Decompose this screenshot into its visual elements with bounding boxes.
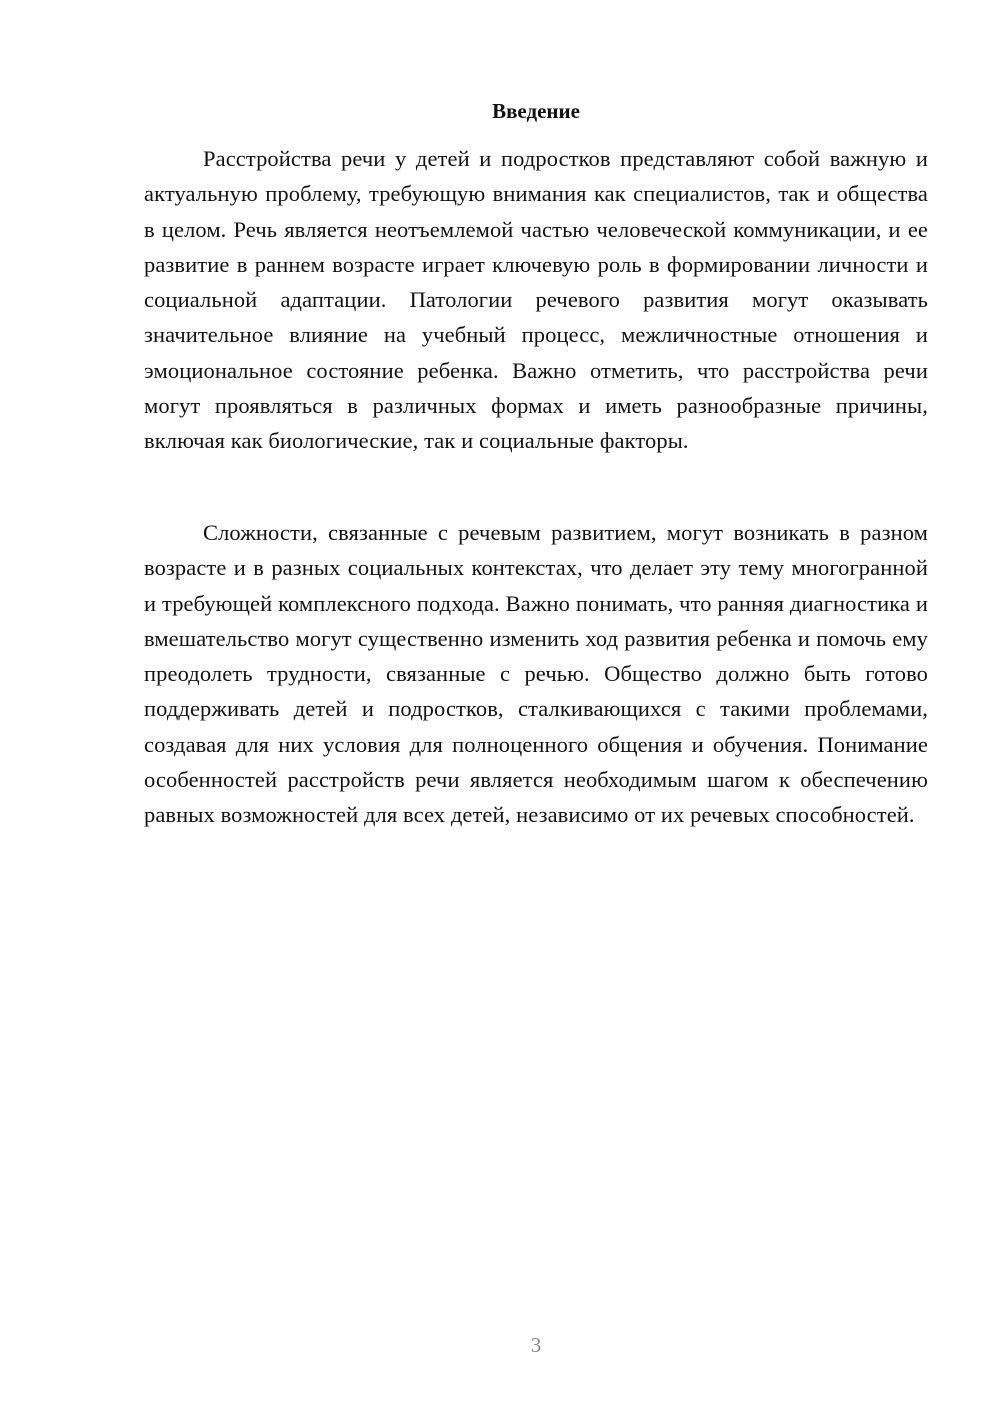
body-paragraph-1: Расстройства речи у детей и подростков представляют собой важную и актуальную проблему, требующую внимания как специалистов, так и общества в целом. Речь является неотъемлемой частью человеческой коммуникации, и ее развитие в раннем возрасте играет ключевую роль в формировании личности и социальной адаптации. Патологии речевого развития могут оказывать значительное влияние на учебный процесс, межличностные отношения и эмоциональное состояние ребенка. Важно отметить, что расстройства речи могут проявляться в различных формах и иметь разнообразные причины, включая как биологические, так и социальные факторы. [144,146,928,454]
body-paragraph-2: Сложности, связанные с речевым развитием, могут возникать в разном возрасте и в разных социальных контекстах, что делает эту тему многогранной и требующей комплексного подхода. Важно понимать, что ранняя диагностика и вмешательство могут существенно изменить ход развития ребенка и помочь ему преодолеть трудности, связанные с речью. Общество должно быть готово поддерживать детей и подростков, сталкивающихся с такими проблемами, создавая для них условия для полноценного общения и обучения. Понимание особенностей расстройств речи является необходимым шагом к обеспечению равных возможностей для всех детей, независимо от их речевых способностей. [144,520,928,828]
page-number: 3 [530,1333,542,1357]
section-heading: Введение [492,99,580,123]
